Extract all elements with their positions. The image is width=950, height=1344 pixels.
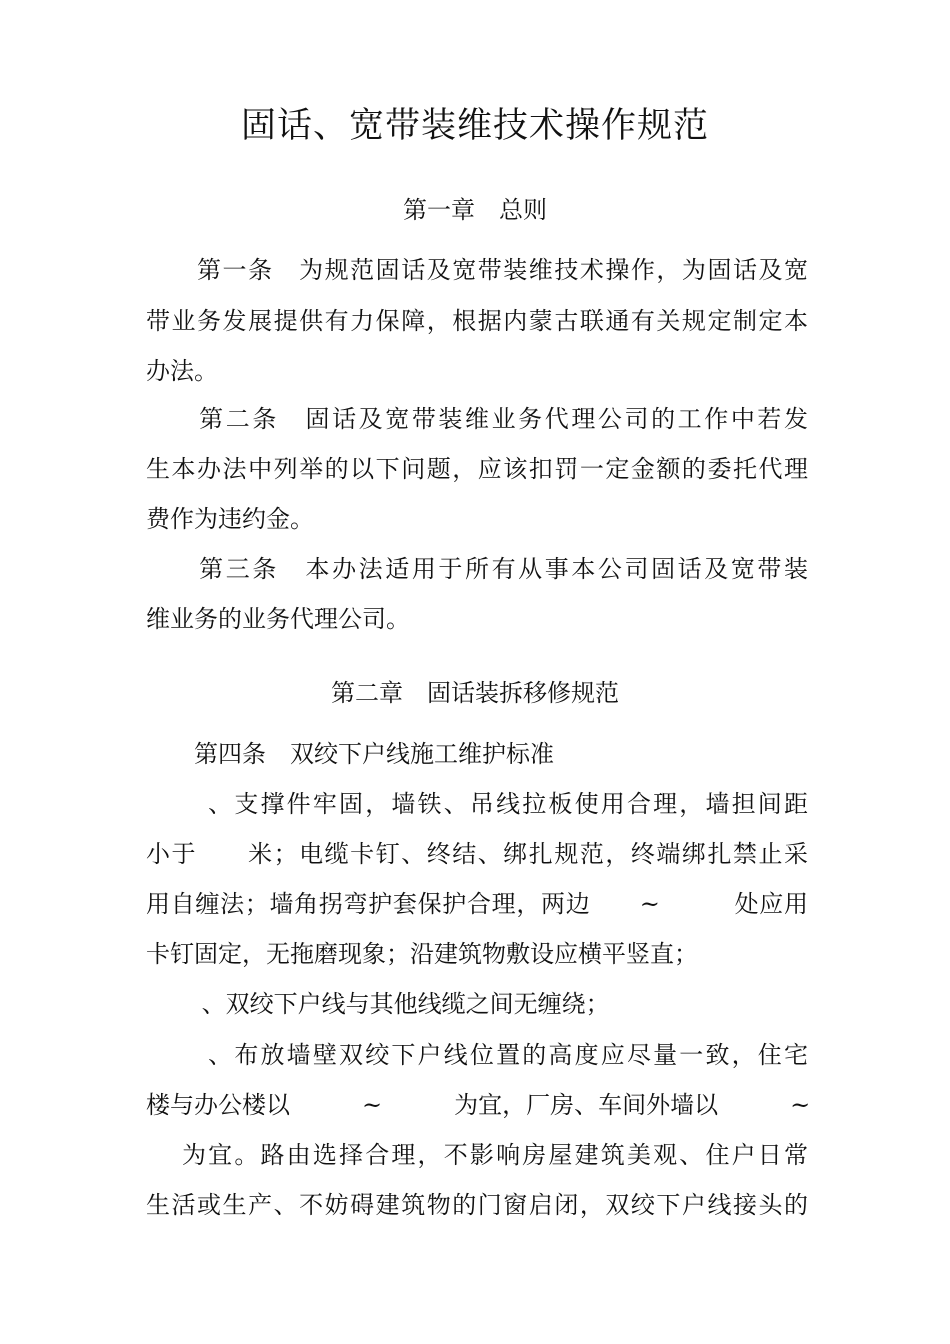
article-4-heading: 第四条 双绞下户线施工维护标准 bbox=[146, 740, 554, 768]
article-3-line-2: 维业务的业务代理公司。 bbox=[146, 605, 410, 633]
article-1-line-3: 办法。 bbox=[146, 357, 218, 385]
article-1-line-2: 带业务发展提供有力保障，根据内蒙古联通有关规定制定本 bbox=[146, 307, 808, 335]
article-1-line-1: 第一条 为规范固话及宽带装维技术操作，为固话及宽 bbox=[146, 256, 808, 284]
item-3-line-1: 、布放墙壁双绞下户线位置的高度应尽量一致，住宅 bbox=[146, 1041, 808, 1069]
item-3-line-2: 楼与办公楼以 ~ 为宜，厂房、车间外墙以 ~ bbox=[146, 1091, 811, 1119]
article-2-line-2: 生本办法中列举的以下问题，应该扣罚一定金额的委托代理 bbox=[146, 455, 808, 483]
item-1-line-2: 小于 米；电缆卡钉、终结、绑扎规范，终端绑扎禁止采 bbox=[146, 840, 808, 868]
article-2-line-1: 第二条 固话及宽带装维业务代理公司的工作中若发 bbox=[146, 405, 808, 433]
item-1-line-4: 卡钉固定，无拖磨现象；沿建筑物敷设应横平竖直； bbox=[146, 940, 698, 968]
item-3-line-3: 为宜。路由选择合理，不影响房屋建筑美观、住户日常 bbox=[146, 1141, 808, 1169]
item-1-line-3: 用自缠法；墙角拐弯护套保护合理，两边 ~ 处应用 bbox=[146, 890, 808, 918]
item-3-line-4: 生活或生产、不妨碍建筑物的门窗启闭，双绞下户线接头的 bbox=[146, 1191, 808, 1219]
document-title: 固话、宽带装维技术操作规范 bbox=[240, 106, 709, 146]
item-2-line-1: 、双绞下户线与其他线缆之间无缠绕； bbox=[146, 990, 610, 1018]
chapter-heading-fixed-line: 第二章 固话装拆移修规范 bbox=[331, 679, 619, 707]
article-2-line-3: 费作为违约金。 bbox=[146, 505, 314, 533]
chapter-heading-general: 第一章 总则 bbox=[403, 196, 547, 224]
article-3-line-1: 第三条 本办法适用于所有从事本公司固话及宽带装 bbox=[146, 555, 808, 583]
item-1-line-1: 、支撑件牢固，墙铁、吊线拉板使用合理，墙担间距 bbox=[146, 790, 808, 818]
